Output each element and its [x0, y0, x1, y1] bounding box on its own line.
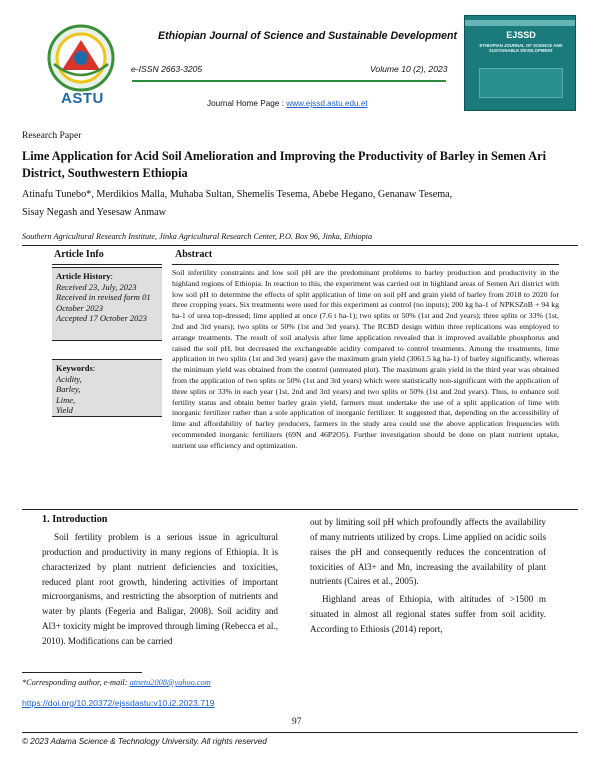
journal-home-page	[207, 99, 368, 108]
volume-info: Volume 10 (2), 2023	[370, 64, 448, 74]
cover-image-box	[479, 68, 563, 98]
doi-link[interactable]: https://doi.org/10.20372/ejssdastu:v10.i2.2023.719	[22, 698, 215, 708]
header-divider	[132, 80, 446, 82]
introduction-heading: 1. Introduction	[42, 514, 108, 525]
keyword: Lime,	[56, 394, 76, 405]
keyword: Barley,	[56, 384, 81, 394]
cover-stripe	[465, 20, 576, 26]
issn: e-ISSN 2663-3205	[131, 64, 203, 74]
authors-line-2: Sisay Negash and Yesesaw Anmaw	[22, 207, 167, 218]
journal-title: Ethiopian Journal of Science and Sustainable Development	[158, 30, 458, 42]
abstract-bottom-rule	[22, 509, 578, 510]
footer-rule	[22, 732, 578, 733]
author-email-link[interactable]: atnetu2008@yahoo.com	[129, 678, 211, 687]
intro-paragraph: out by limiting soil pH which profoundly affects the availability of many nutrients utilized by crops. Lime applied on acidic soils raises the pH and consequently reduces the concentration of toxicities of Al3+ and Mn, increasing the availability of plant nutrients (Caires et al., 2005).	[310, 517, 546, 587]
footnote-label: *Corresponding author, e-mail:	[22, 678, 130, 687]
cover-abbreviation: EJSSD	[506, 30, 536, 40]
intro-column-left	[42, 530, 278, 652]
abstract-text: Soil infertility constraints and low soil pH are the predominant problems to barley production and productivity in the highland regions of Ethiopia. In reaction to this, the experiment was carried out in highland areas of Semen Ari district with low soil pH to determine the effects of split application of lime on soil pH and grain yield of barley from 2018 to 2020 for three cropping years. Six treatments were used for this experiment as control (no inputs); 200 kg ha-1 of NPKSZnB + 94 kg ha-1 of urea top-dressed; lime applied at once (7.6 t ha-1); two splits or 50% (1st and 2nd years); three splits or 33% (1st, 2nd and 3rd years); two splits or 50% (1st and 3rd years). The RCBD design within three replications was employed to arrange treatments. The result of soil analysis after lime application revealed that it improved available phosphorus and raised the soil pH, but decreased the exchangeable acidity compared to control treatments. Among the treatments, lime application in two splits (1st and 3rd years) gave the maximum grain yield (3061.5 kg ha-1) of barley significantly, whereas the minimum yield was obtained from the control (untreated plot). The maximum grain yield in the third year was obtained from the application of two splits or 50% (1st and 3rd years) which were statistically non-significant with the application of three splits or 33% in each year (1st, 2nd and 3rd years) and two splits or 50% (1st and 2nd years). Thus, to enhance soil fertility status and obtain better barley grain yield, farmers must undertake the use of a split application of lime with inorganic fertilizer rather than a sole application of inorganic fertilizer. It suggested that, depending on the accessibility of lime and affordability of barley producers, farmers in the study area could use the above application frequencies with recommended inorganic fertilizers (69N and 46P2O5). Further investigation should be done on plant nutrient uptake, nutrient use efficiency and optimization.	[172, 268, 559, 450]
logo-text: ASTU	[61, 90, 104, 107]
intro-column-right	[310, 515, 546, 640]
intro-paragraph: Highland areas of Ethiopia, with altitudes of >1500 m situated in almost all regional states suffer from soil acidity. According to Ethiosis (2014) report,	[310, 594, 546, 634]
page-number: 97	[292, 717, 302, 727]
keyword: Yield	[56, 405, 73, 415]
article-history-box	[52, 267, 162, 341]
info-heading-rule	[52, 264, 162, 265]
accepted-date: Accepted 17 October 2023	[56, 313, 147, 323]
home-page-link[interactable]: www.ejssd.astu.edu.et	[286, 99, 368, 108]
keywords-label: Keywords	[56, 363, 93, 373]
article-info-heading: Article Info	[54, 249, 104, 260]
abstract-heading-rule	[172, 264, 559, 265]
corresponding-author-footnote	[22, 678, 211, 687]
home-page-label: Journal Home Page :	[207, 99, 287, 108]
revised-date: Received in revised form 01 October 2023	[56, 292, 151, 313]
history-label-row: Article History:	[56, 271, 113, 281]
journal-cover-thumbnail	[464, 15, 576, 111]
footnote-rule	[22, 672, 142, 673]
history-label: Article History	[56, 271, 111, 281]
cover-journal-name: ETHIOPIAN JOURNAL OF SCIENCE AND SUSTAINABLE DEVELOPMENT	[479, 43, 563, 54]
received-date: Received 23, July, 2023	[56, 281, 137, 292]
keyword: Acidity,	[56, 373, 82, 384]
intro-paragraph: Soil fertility problem is a serious issue in agricultural production and productivity in many regions of Ethiopia. It is characterized by plant nutrient deficiencies and toxicities, reduced plant root growth, hindering activities of important microorganisms, and restricting the absorption of nutrients and water by plants (Fegeria and Baligar, 2008). Soil acidity and Al3+ toxicity might be improved through liming (Rebecca et al., 2010). Modifications can be carried	[42, 532, 279, 646]
top-rule	[22, 245, 578, 246]
journal-header	[40, 12, 576, 114]
copyright: © 2023 Adama Science & Technology University. All rights reserved	[22, 737, 267, 746]
keywords-label-row: Keywords:	[56, 363, 96, 373]
author-list	[22, 186, 580, 222]
paper-type: Research Paper	[22, 130, 82, 141]
keywords-box	[52, 359, 162, 417]
authors-line-1: Atinafu Tunebo*, Merdikios Malla, Muhaba Sultan, Shemelis Tesema, Abebe Hegano, Genanaw Tesema,	[22, 189, 453, 200]
affiliation: Southern Agricultural Research Institute, Jinka Agricultural Research Center, P.O. Box 96, Jinka, Ethiopia	[22, 232, 373, 241]
abstract-heading: Abstract	[175, 249, 213, 260]
paper-title: Lime Application for Acid Soil Amelioration and Improving the Productivity of Barley in Semen Ari District, Southwestern Ethiopia	[22, 149, 546, 180]
